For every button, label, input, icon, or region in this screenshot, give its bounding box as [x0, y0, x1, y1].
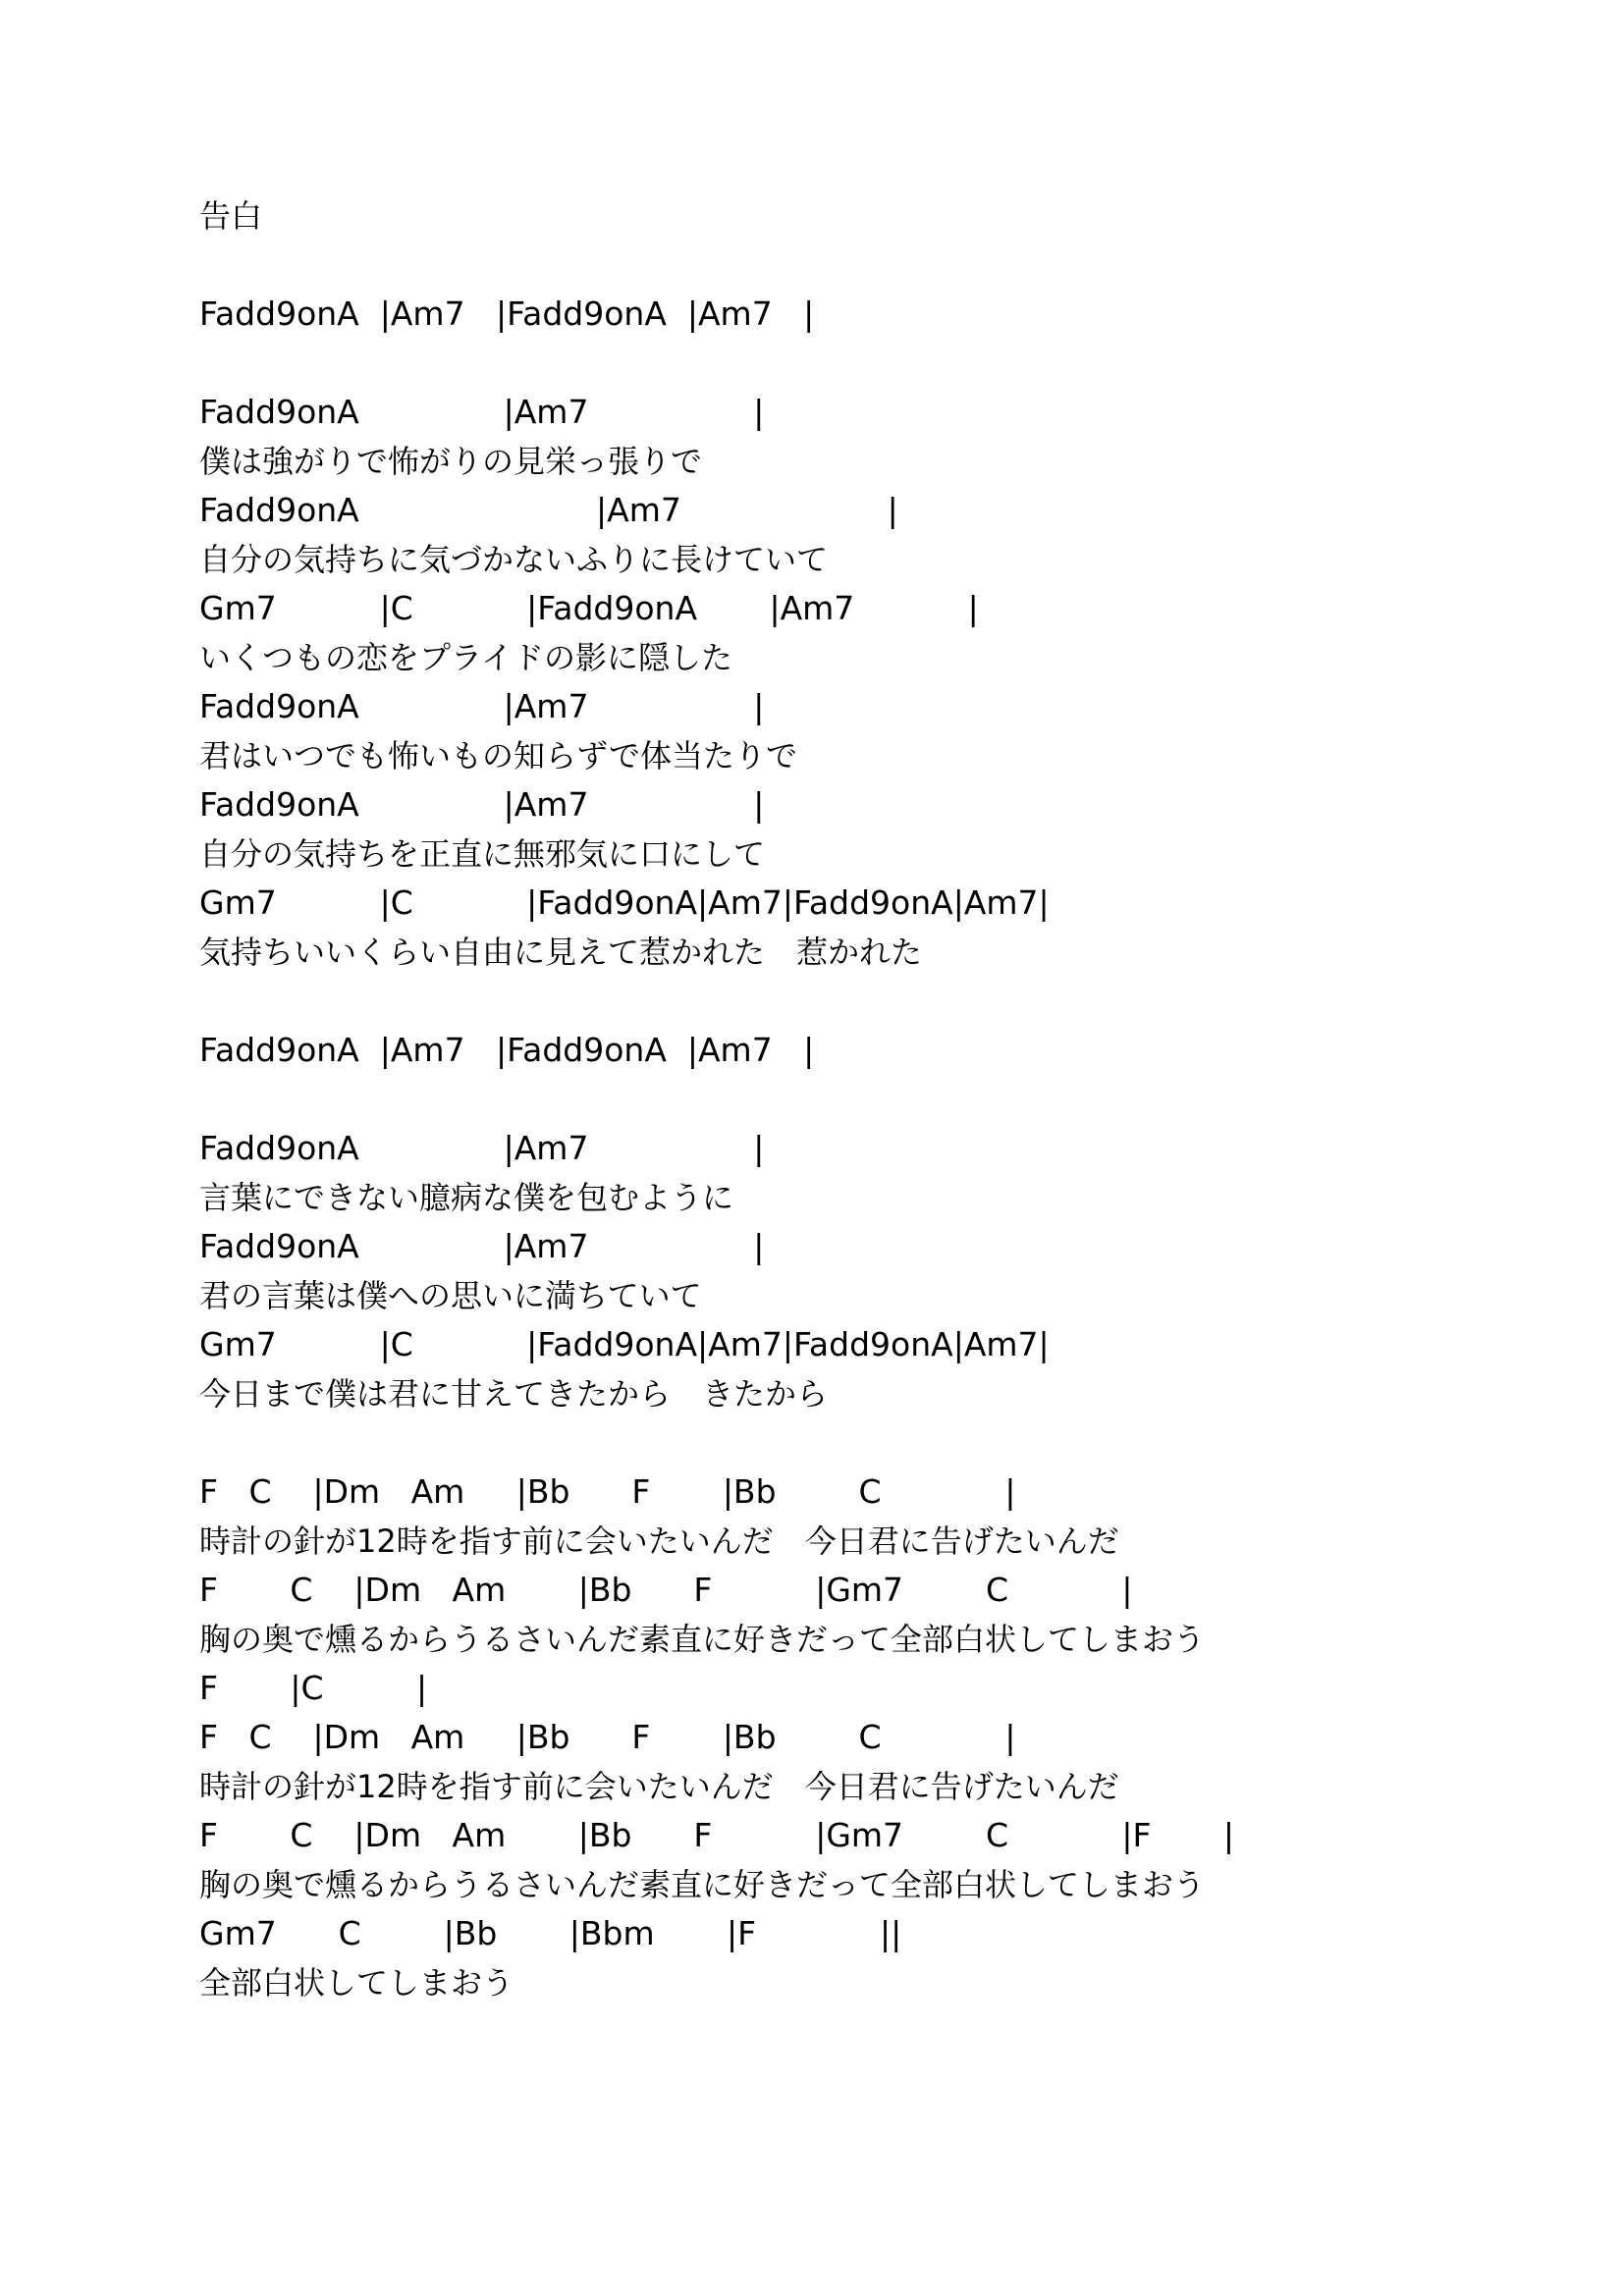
lyric-line: 全部白状してしまおう — [199, 1964, 514, 2002]
intro-chords: Fadd9onA |Am7 |Fadd9onA |Am7 | — [199, 294, 815, 333]
lyric-line: 胸の奥で燻るからうるさいんだ素直に好きだって全部白状してしまおう — [199, 1621, 1206, 1658]
chord-line: Gm7 |C |Fadd9onA|Am7|Fadd9onA|Am7| — [199, 1325, 1050, 1363]
lyric-line: 胸の奥で燻るからうるさいんだ素直に好きだって全部白状してしまおう — [199, 1866, 1206, 1903]
lyric-line: 言葉にできない臆病な僕を包むように — [199, 1179, 734, 1216]
chord-line: Gm7 |C |Fadd9onA |Am7 | — [199, 589, 979, 627]
chord-line: F |C | — [199, 1669, 428, 1707]
lyric-line: 時計の針が12時を指す前に会いたいんだ 今日君に告げたいんだ — [199, 1522, 1119, 1560]
lyric-line: 気持ちいいくらい自由に見えて惹かれた 惹かれた — [199, 934, 923, 971]
lyric-line: 時計の針が12時を指す前に会いたいんだ 今日君に告げたいんだ — [199, 1768, 1119, 1805]
lyric-line: 君の言葉は僕への思いに満ちていて — [199, 1277, 702, 1314]
chord-line: Gm7 C |Bb |Bbm |F || — [199, 1914, 902, 1952]
lyric-line: 今日まで僕は君に甘えてきたから きたから — [199, 1375, 829, 1413]
chord-line: F C |Dm Am |Bb F |Gm7 C |F | — [199, 1816, 1235, 1854]
chord-line: F C |Dm Am |Bb F |Gm7 C | — [199, 1571, 1133, 1609]
chord-line: Fadd9onA |Am7 | — [199, 1227, 765, 1265]
chord-line: Fadd9onA |Am7 | — [199, 785, 765, 824]
chord-line: F C |Dm Am |Bb F |Bb C | — [199, 1718, 1016, 1756]
interlude-chords: Fadd9onA |Am7 |Fadd9onA |Am7 | — [199, 1031, 815, 1069]
lyric-line: 僕は強がりで怖がりの見栄っ張りで — [199, 443, 703, 480]
song-title: 告白 — [199, 197, 263, 235]
chord-line: Fadd9onA |Am7 | — [199, 1129, 765, 1167]
lyric-line: 自分の気持ちを正直に無邪気に口にして — [199, 835, 766, 873]
lyric-line: 自分の気持ちに気づかないふりに長けていて — [199, 541, 829, 578]
chord-line: Fadd9onA |Am7 | — [199, 687, 765, 725]
lyric-line: 君はいつでも怖いもの知らずで体当たりで — [199, 737, 797, 774]
chord-line: F C |Dm Am |Bb F |Bb C | — [199, 1472, 1016, 1511]
chord-line: Fadd9onA |Am7 | — [199, 491, 898, 529]
lyric-line: いくつもの恋をプライドの影に隠した — [199, 639, 733, 676]
chord-line: Gm7 |C |Fadd9onA|Am7|Fadd9onA|Am7| — [199, 883, 1050, 922]
chord-line: Fadd9onA |Am7 | — [199, 393, 765, 431]
